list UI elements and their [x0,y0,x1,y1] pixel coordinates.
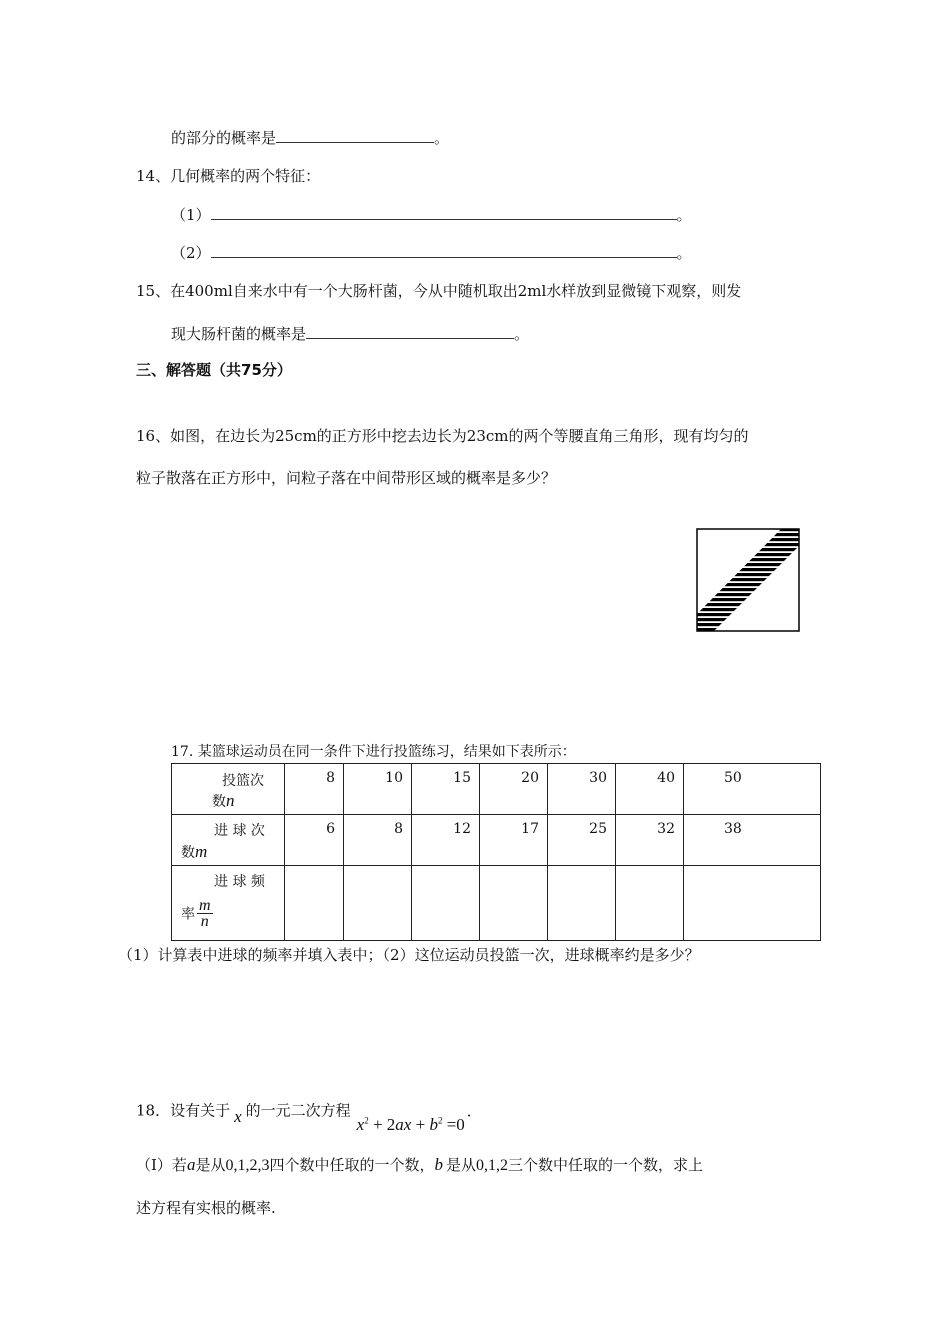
table-cell: 10 [344,764,412,815]
fraction-m-over-n: $\frac{m}{n}$ [199,897,211,930]
table-cell: 12 [412,815,480,866]
table-row-shots [172,764,821,815]
q14-answer-blank-1[interactable] [211,205,677,220]
rate-input-cell[interactable] [285,866,344,941]
q13-tail: 的部分的概率是 。 [171,129,450,147]
table-cell: 6 [285,815,344,866]
q18-part-1: （Ⅰ）若a是从0,1,2,3四个数中任取的一个数，b 是从0,1,2三个数中任取的一个数，求上 [136,1155,703,1174]
row-label-rate: 进 球 频 率 $\frac{m}{n}$ [172,866,285,941]
table-cell: 32 [616,815,684,866]
rate-input-cell[interactable] [480,866,548,941]
rate-input-cell[interactable] [616,866,684,941]
rate-input-cell[interactable] [684,866,821,941]
q14-answer-blank-2[interactable] [211,243,677,258]
striped-square-figure [696,528,800,632]
q14-item-2: （2） 。 [171,244,692,262]
striped-band [697,529,799,631]
q18-part-1-line-2: 述方程有实根的概率. [136,1199,276,1217]
table-row-made [172,815,821,866]
table-cell: 17 [480,815,548,866]
q13-text: 的部分的概率是 [171,129,277,147]
table-cell: 20 [480,764,548,815]
q15-answer-blank[interactable] [306,324,514,339]
q16-line-2: 粒子散落在正方形中，问粒子落在中间带形区域的概率是多少？ [136,469,557,487]
rate-input-cell[interactable] [548,866,616,941]
row-label-made: 进 球 次 数m [172,815,285,866]
table-row-rate [172,866,821,941]
rate-input-cell[interactable] [412,866,480,941]
quadratic-equation: $x^2 + 2ax + b^2 =0$ [356,1114,465,1134]
q15-line-2: 现大肠杆菌的概率是 。 [171,325,530,343]
table-cell: 38 [684,815,821,866]
q18-stem: 18．设有关于 x 的一元二次方程$x^2 + 2ax + b^2 =0$． [136,1101,482,1134]
shooting-stats-table [171,763,821,941]
q13-answer-blank[interactable] [276,128,434,143]
table-cell: 8 [344,815,412,866]
section-3-title: 三、解答题（共75分） [136,361,292,379]
table-cell: 15 [412,764,480,815]
table-cell: 30 [548,764,616,815]
q17-questions: （1）计算表中进球的频率并填入表中；（2）这位运动员投篮一次，进球概率约是多少？ [118,946,700,964]
q17-stem: 17. 某篮球运动员在同一条件下进行投篮练习，结果如下表所示： [171,744,576,760]
q14-stem: 14、几何概率的两个特征： [136,167,321,185]
table-cell: 40 [616,764,684,815]
rate-input-cell[interactable] [344,866,412,941]
q16-line-1: 16、如图，在边长为25cm的正方形中挖去边长为23cm的两个等腰直角三角形，现有均匀的 [136,427,749,445]
table-cell: 25 [548,815,616,866]
table-cell: 8 [285,764,344,815]
table-cell: 50 [684,764,821,815]
q15-line-1: 15、在400ml自来水中有一个大肠杆菌，今从中随机取出2ml水样放到显微镜下观察，则发 [136,282,742,300]
q14-item-1: （1） 。 [171,206,692,224]
row-label-shots: 投篮次 数n [172,764,285,815]
